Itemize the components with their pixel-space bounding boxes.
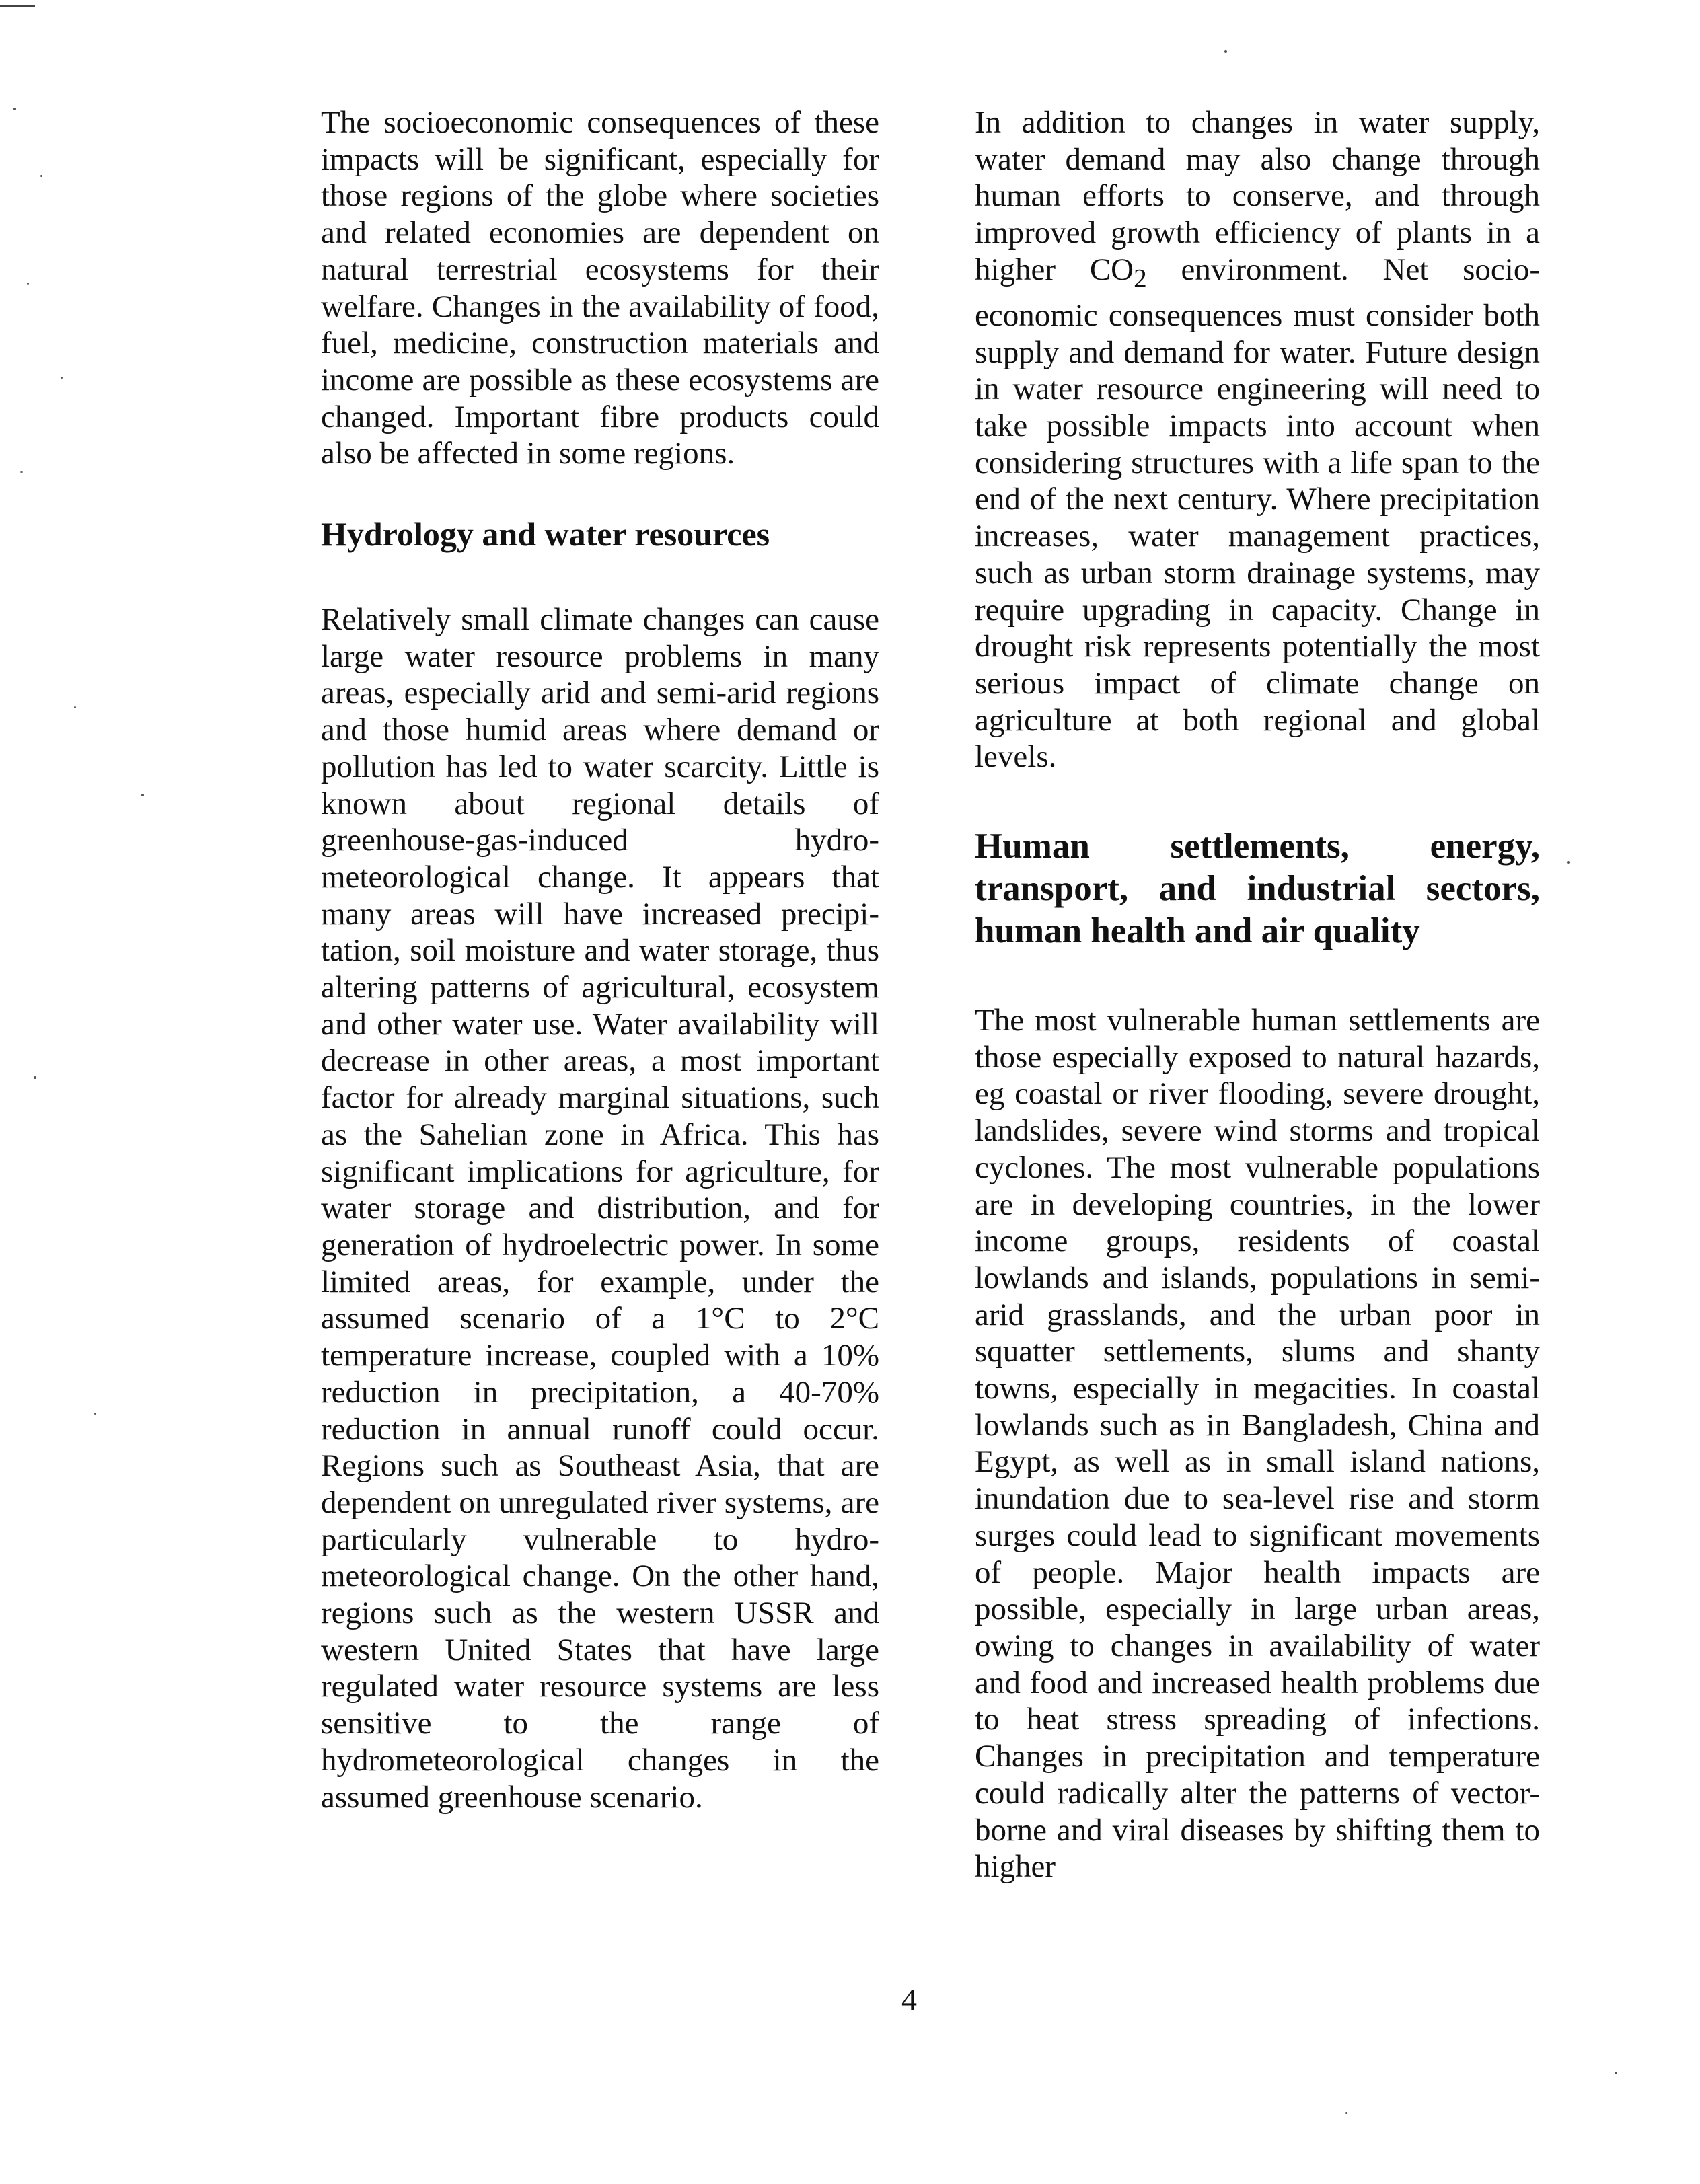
scan-speck xyxy=(1345,2112,1347,2114)
paragraph-hydrology: Relatively small climate changes can cause large water resource problems in many areas, especially arid and semi-arid regions and those humid areas where demand or pollution has led to water scarcity. Little is known about regional details of greenhouse-gas-induced hydrometeorological change. It appears that many areas will have increased precipitation, soil moisture and water storage, thus altering patterns of agricultural, ecosystem and other water use. Water availability will decrease in other areas, a most important factor for already marginal situations, such as the Sahelian zone in Africa. This has significant implications for agriculture, for water storage and distribution, and for generation of hydroelectric power. In some limited areas, for example, under the assumed scenario of a 1°C to 2°C temperature increase, coupled with a 10% reduction in precipitation, a 40-70% reduction in annual runoff could occur. Regions such as Southeast Asia, that are dependent on unregulated river systems, are particularly vulnerable to hydrometeorological change. On the other hand, regions such as the western USSR and western United States that have large regulated water resource systems are less sensitive to the range of hydrometeorological changes in the assumed greenhouse scenario. xyxy=(321,602,879,1815)
scan-speck xyxy=(74,706,76,708)
right-column xyxy=(975,104,1540,1885)
scan-speck xyxy=(13,108,16,110)
scan-speck xyxy=(1615,2072,1617,2074)
page-number: 4 xyxy=(901,1982,917,2017)
scan-speck xyxy=(27,283,29,285)
scan-speck xyxy=(34,1076,36,1079)
left-column xyxy=(321,104,879,1815)
scan-speck xyxy=(61,377,63,379)
scan-speck xyxy=(20,471,23,473)
paragraph-socioeconomic: The socioeconomic consequences of these impacts will be significant, especially for those regions of the globe where societies and related economies are dependent on natural terrestrial ecosystems for their welfare. Changes in the availability of food, fuel, medicine, construction materials and income are possible as these ecosystems are changed. Important fibre products could also be affected in some regions. xyxy=(321,105,879,472)
paragraph-water-demand-part-2: environment. Net socioeconomic consequences must consider both supply and demand for water. Future design in water resource engineering will need to take possible impacts into account when considering structures with a life span to the end of the next century. Where precipitation increases, water management practices, such as urban storm drainage systems, may require upgrading in capacity. Change in drought risk represents potentially the most serious impact of climate change on agriculture at both regional and global levels. xyxy=(975,252,1540,775)
co2-subscript: 2 xyxy=(1134,264,1147,293)
scan-speck xyxy=(1224,50,1227,53)
heading-hydrology: Hydrology and water resources xyxy=(321,515,770,554)
paragraph-water-demand xyxy=(975,104,1540,776)
scan-speck xyxy=(40,175,42,177)
paragraph-human-settlements: The most vulnerable human settlements are those especially exposed to natural hazards, eg coastal or river flooding, severe drought, landslides, severe wind storms and tropical cyclones. The most vulnerable populations are in developing countries, in the lower income groups, residents of coastal lowlands and islands, populations in semi-arid grasslands, and the urban poor in squatter settlements, slums and shanty towns, especially in megacities. In coastal lowlands such as in Bangladesh, China and Egypt, as well as in small island nations, inundation due to sea-level rise and storm surges could lead to significant movements of people. Major health impacts are possible, especially in large urban areas, owing to changes in availability of water and food and increased health problems due to heat stress spreading of infections. Changes in precipitation and temperature could radically alter the patterns of vector-borne and viral diseases by shifting them to higher xyxy=(975,1003,1540,1885)
scan-speck xyxy=(141,794,144,796)
scan-speck xyxy=(94,1413,96,1415)
heading-human-settlements: Human settlements, energy, transport, and industrial sectors, human health and air quality xyxy=(975,827,1540,951)
paragraph-water-demand-part-1: In addition to changes in water supply, water demand may also change through human efforts to conserve, and through improved growth efficiency of plants in a higher CO xyxy=(975,105,1540,287)
scan-mark xyxy=(0,5,35,7)
scan-speck xyxy=(1567,861,1570,864)
